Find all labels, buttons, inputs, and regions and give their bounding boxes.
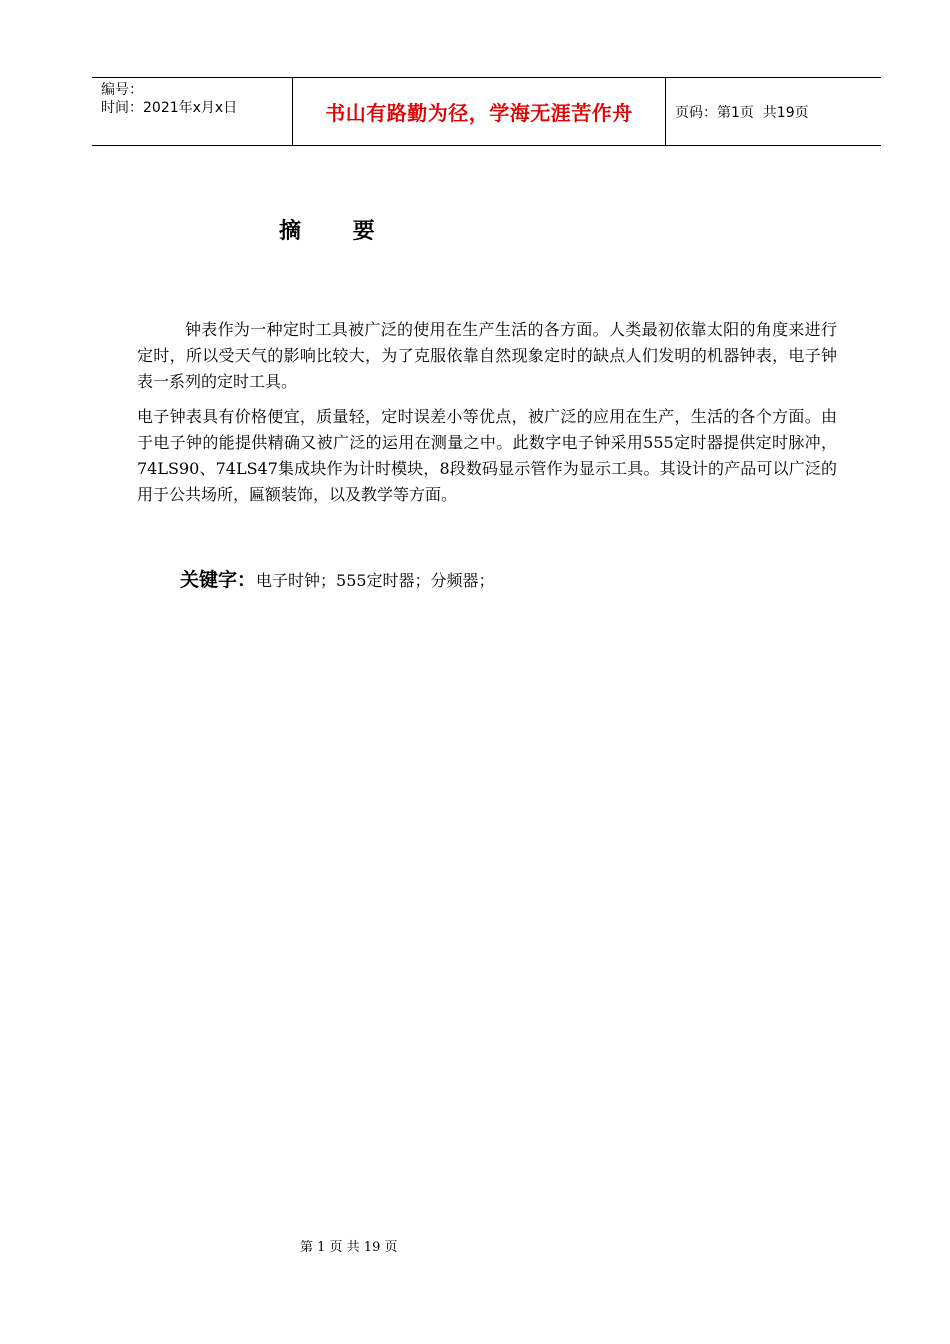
header-motto: 书山有路勤为径，学海无涯苦作舟	[293, 78, 666, 145]
keywords-label: 关键字：	[180, 569, 257, 591]
document-time-label: 时间：2021年x月x日	[101, 100, 238, 116]
document-number-label: 编号：	[101, 82, 143, 98]
header-page-info: 页码：第1页 共19页	[675, 104, 809, 121]
keywords-line	[180, 567, 495, 594]
keywords-value: 电子时钟；555定时器；分频器；	[256, 571, 495, 590]
header-left-cell	[92, 78, 293, 145]
header-page-info-cell	[666, 78, 881, 145]
abstract-paragraph-2: 电子钟表具有价格便宜，质量轻，定时误差小等优点，被广泛的应用在生产，生活的各个方面。由于电子钟的能提供精确又被广泛的运用在测量之中。此数字电子钟采用555定时器提供定时脉冲，74LS90、74LS47集成块作为计时模块，8段数码显示管作为显示工具。其设计的产品可以广泛的用于公共场所，匾额装饰，以及教学等方面。	[137, 407, 837, 504]
page-footer	[0, 1236, 950, 1255]
footer-page-number: 第 1 页 共 19 页	[300, 1240, 398, 1255]
abstract-title: 摘 要	[279, 219, 397, 244]
page-header	[92, 77, 881, 146]
abstract-paragraph-1: 钟表作为一种定时工具被广泛的使用在生产生活的各方面。人类最初依靠太阳的角度来进行定时，所以受天气的影响比较大，为了克服依靠自然现象定时的缺点人们发明的机器钟表，电子钟表一系列的定时工具。	[137, 320, 837, 391]
